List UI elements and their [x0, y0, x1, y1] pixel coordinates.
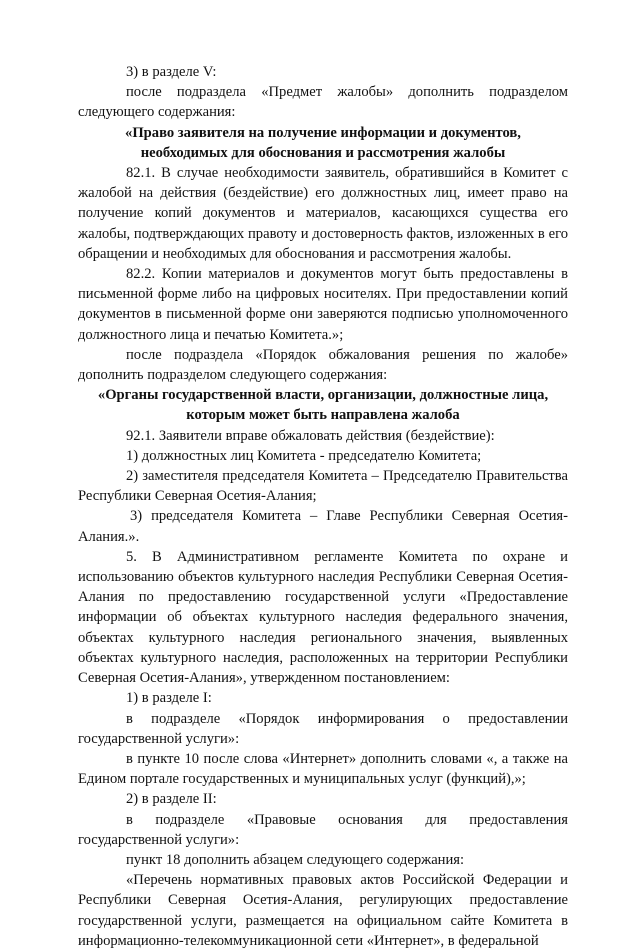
section-ii-point-18: пункт 18 дополнить абзацем следующего содержания: [126, 851, 465, 868]
subsection-title-line-1: «Право заявителя на получение информации и документов, [125, 124, 521, 141]
list-item-3: 3) председателя Комитета – Главе Республики Северная Осетия-Алания.». [78, 508, 568, 545]
list-item-2: 2) заместителя председателя Комитета – Председателю Правительства Республики Северная Осетия-Алания; [78, 468, 568, 505]
subsection-title-line-2: необходимых для обоснования и рассмотрения жалобы [140, 144, 506, 161]
paragraph-after-appeal-subsection: после подраздела «Порядок обжалования решения по жалобе» дополнить подразделом следующего содержания: [78, 346, 568, 384]
section-ii-heading: 2) в разделе II: [126, 791, 217, 808]
paragraph-following-content: следующего содержания: [78, 104, 236, 121]
section-i-heading: 1) в разделе I: [126, 690, 212, 707]
point-5: 5. В Административном регламенте Комитета по охране и использованию объектов культурного наследия Республики Северная Осетия-Алания по предоставлению государственной услуги «Предоставление информации об объектах культурного наследия федерального значения, объектах культурного наследия регионального значения, выявленных объектах культурного наследия, расположенных на территории Республики Северная Осетия-Алания», утвержденном постановлением: [78, 548, 568, 687]
section-i-point-10: в пункте 10 после слова «Интернет» дополнить словами «, а также на Едином портале государственных и муниципальных услуг (функций),»; [78, 750, 568, 788]
section-v-heading: 3) в разделе V: [126, 64, 217, 80]
section-i-subsection: в подразделе «Порядок информирования о предоставлении государственной услуги»: [78, 710, 568, 747]
clause-92-1: 92.1. Заявители вправе обжаловать действия (бездействие): [126, 427, 495, 444]
section-ii-subsection: в подразделе «Правовые основания для предоставления государственной услуги»: [78, 811, 568, 848]
subsection-title-2-line-2: которым может быть направлена жалоба [186, 407, 460, 424]
clause-82-1: 82.1. В случае необходимости заявитель, обратившийся в Комитет с жалобой на действия (бездействие) его должностных лиц, имеет право на получение копий документов и материалов, касающихся существа его жалобы, подтверждающих правоту и достоверность фактов, изложенных в его обращении и необходимых для обоснования и рассмотрения жалобы. [78, 165, 568, 262]
subsection-title-2-line-1: «Органы государственной власти, организации, должностные лица, [97, 387, 549, 404]
list-item-1: 1) должностных лиц Комитета - председателю Комитета; [126, 447, 482, 464]
paragraph-after-subsection: после подраздела «Предмет жалобы» дополнить подразделом [126, 84, 568, 101]
clause-82-2: 82.2. Копии материалов и документов могут быть предоставлены в письменной форме либо на цифровых носителях. При предоставлении копий документов в письменной форме они заверяются подписью уполномоченного должностного лица и печатью Комитета.»; [78, 266, 568, 343]
section-ii-quote: «Перечень нормативных правовых актов Российской Федерации и Республики Северная Осетия-Алания, регулирующих предоставление государственной услуги, размещается на официальном сайте Комитета в информационно-телекоммуникационной сети «Интернет», в федеральной [78, 872, 568, 949]
